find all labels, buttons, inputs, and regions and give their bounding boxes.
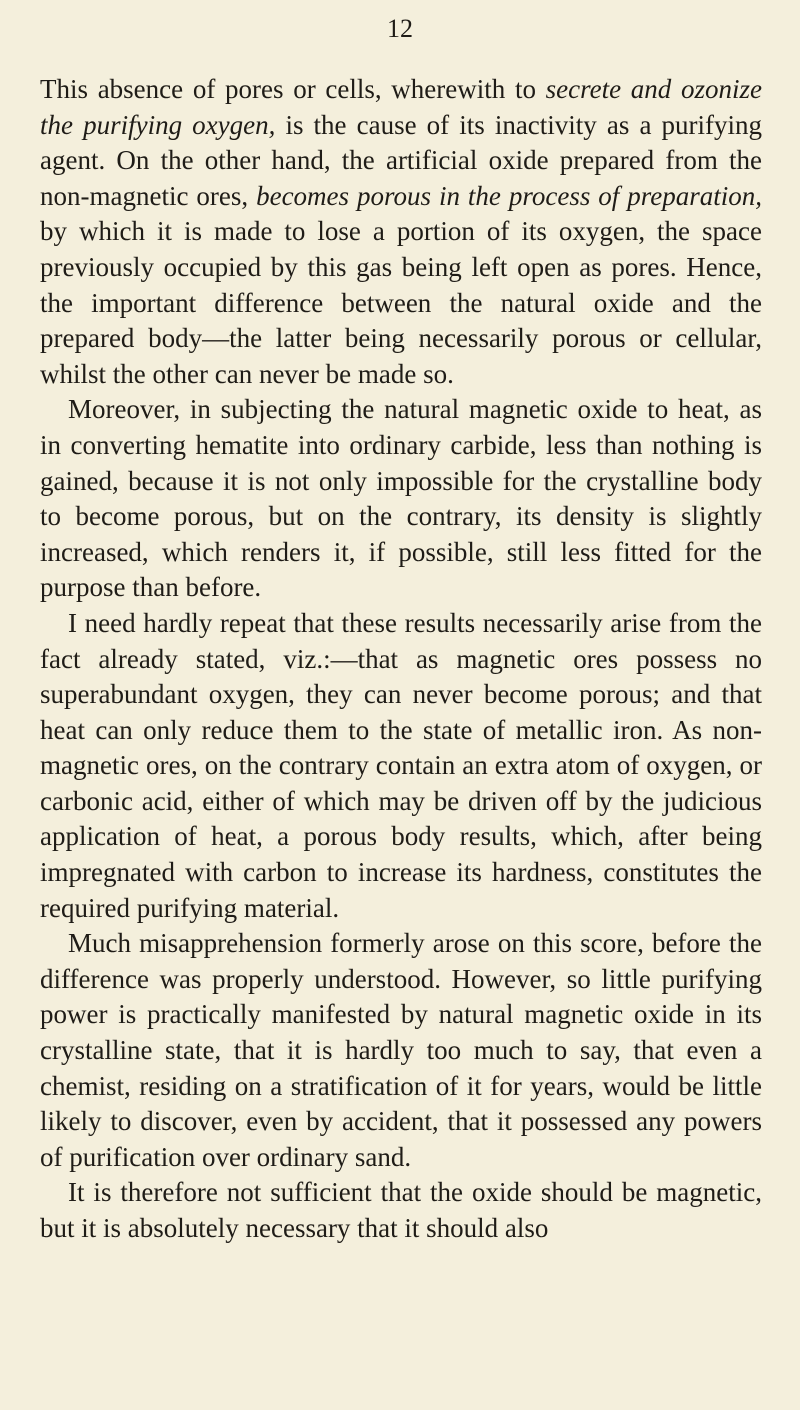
page-number: 12 bbox=[387, 14, 413, 43]
text-run: by which it is made to lose a portion of its oxygen, the space previously occupied by this gas being left open as pores. Hence, the important difference between the natural oxide and the prepared body—the latter being necessarily porous or cellular, whilst the other can never be made so. bbox=[40, 216, 762, 389]
text-run: This absence of pores or cells, wherewith to bbox=[40, 74, 546, 104]
paragraph bbox=[40, 392, 762, 606]
text-run: Moreover, in subjecting the natural magnetic oxide to heat, as in converting hematite into ordinary carbide, less than nothing is gained, because it is not only impossible for the crystalline body to become porous, but on the contrary, its density is slightly increased, which renders it, if possible, still less fitted for the purpose than before. bbox=[40, 394, 762, 603]
paragraph bbox=[40, 1175, 762, 1246]
paragraph bbox=[40, 606, 762, 926]
text-run: I need hardly repeat that these results necessarily arise from the fact already stated, viz.:—that as magnetic ores possess no superabundant oxygen, they can never become porous; and that heat can only reduce them to the state of metallic iron. As non-magnetic ores, on the contrary contain an extra atom of oxygen, or carbonic acid, either of which may be driven off by the judicious application of heat, a porous body results, which, after being impregnated with carbon to increase its hardness, constitutes the required purifying material. bbox=[40, 607, 762, 923]
paragraph bbox=[40, 926, 762, 1175]
italic-text-run: becomes porous in the process of preparation, bbox=[256, 180, 762, 211]
text-run: Much misapprehension formerly arose on this score, before the difference was properly understood. However, so little purifying power is practically manifested by natural magnetic oxide in its crystalline state, that it is hardly too much to say, that even a chemist, residing on a stratification of it for years, would be little likely to discover, even by accident, that it possessed any powers of purification over ordinary sand. bbox=[40, 928, 762, 1172]
italic-text-run: secrete and ozonize the purifying oxygen, bbox=[40, 74, 762, 140]
text-run: is the cause of its inactivity as a purifying agent. On the other hand, the artificial oxide prepared from the non-magnetic ores, bbox=[40, 109, 763, 211]
text-run: It is therefore not sufficient that the oxide should be magnetic, but it is absolutely necessary that it should also bbox=[40, 1177, 762, 1243]
body-text bbox=[40, 72, 762, 1247]
paragraph bbox=[40, 72, 762, 392]
